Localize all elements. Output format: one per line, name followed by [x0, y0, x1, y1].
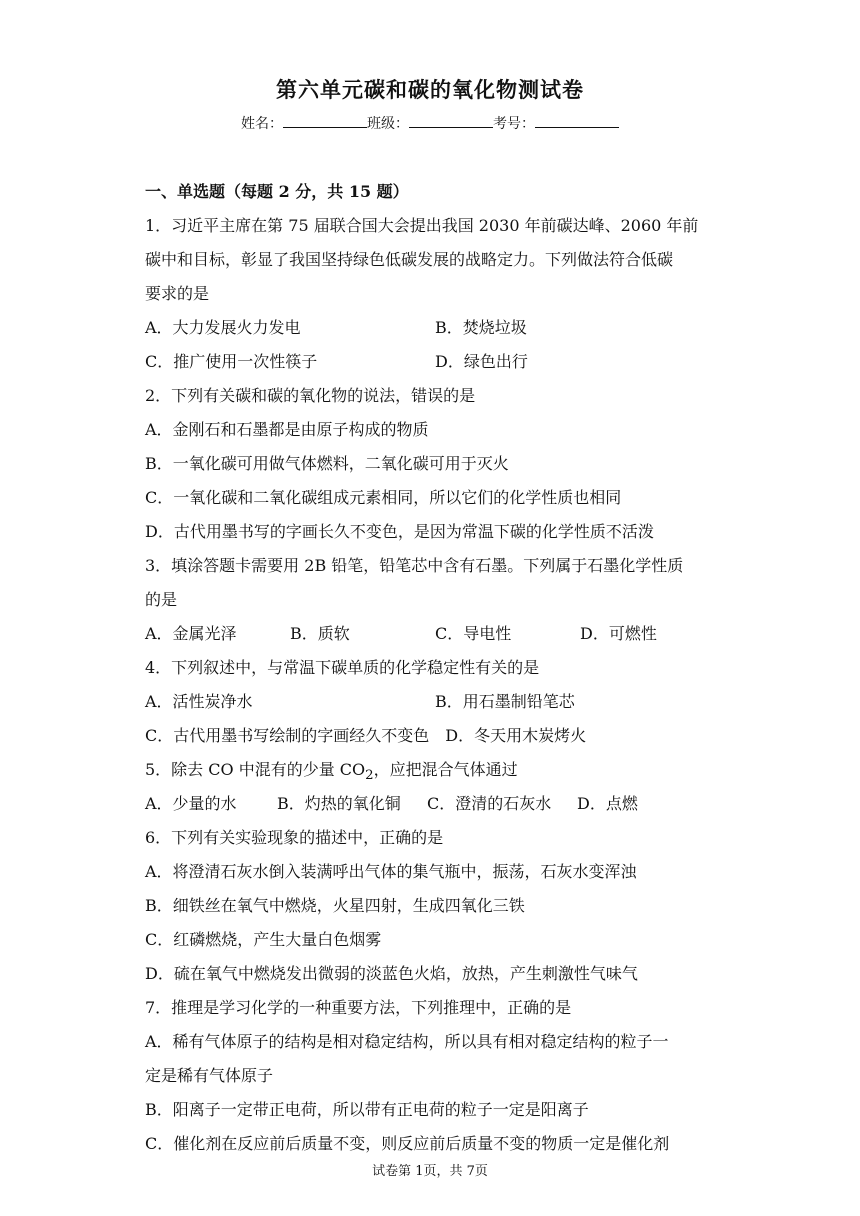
- q1-stem-line-2: 碳中和目标，彰显了我国坚持绿色低碳发展的战略定力。下列做法符合低碳: [145, 250, 674, 269]
- name-label: 姓名：: [241, 116, 283, 132]
- q4-option-c[interactable]: C．古代用墨书写绘制的字画经久不变色: [145, 726, 430, 745]
- q3-options-row: [145, 617, 725, 651]
- q7-option-a-line-2[interactable]: 定是稀有气体原子: [145, 1066, 274, 1085]
- q4-options-row-1: [145, 685, 725, 719]
- q3-option-c[interactable]: C．导电性: [435, 624, 512, 643]
- name-blank[interactable]: [283, 115, 367, 128]
- q4-option-a[interactable]: A．活性炭净水: [145, 692, 253, 711]
- q6-option-a[interactable]: A．将澄清石灰水倒入装满呼出气体的集气瓶中，振荡，石灰水变浑浊: [145, 862, 637, 881]
- q3-option-d[interactable]: D．可燃性: [580, 624, 657, 643]
- q5-stem-subscript: 2: [365, 768, 374, 784]
- q6-option-b[interactable]: B．细铁丝在氧气中燃烧，火星四射，生成四氧化三铁: [145, 896, 525, 915]
- q1-option-b[interactable]: B．焚烧垃圾: [435, 318, 527, 337]
- q1-option-d[interactable]: D．绿色出行: [435, 352, 528, 371]
- page-footer: 试卷第 1页，共 7页: [372, 1164, 488, 1179]
- class-blank[interactable]: [409, 115, 493, 128]
- exam-no-blank[interactable]: [535, 115, 619, 128]
- q2-option-a[interactable]: A．金刚石和石墨都是由原子构成的物质: [145, 420, 429, 439]
- q7-option-a-line-1[interactable]: A．稀有气体原子的结构是相对稳定结构，所以具有相对稳定结构的粒子一: [145, 1032, 669, 1051]
- q3-option-a[interactable]: A．金属光泽: [145, 624, 237, 643]
- q4-stem: 4．下列叙述中，与常温下碳单质的化学稳定性有关的是: [145, 658, 540, 677]
- section-heading: 一、单选题（每题 2 分，共 15 题）: [145, 182, 409, 201]
- q6-option-c[interactable]: C．红磷燃烧，产生大量白色烟雾: [145, 930, 382, 949]
- class-label: 班级：: [367, 116, 409, 132]
- q6-stem: 6．下列有关实验现象的描述中，正确的是: [145, 828, 444, 847]
- q1-options-row-1: [145, 311, 725, 345]
- student-info-line: [0, 113, 860, 133]
- q2-option-b[interactable]: B．一氧化碳可用做气体燃料，二氧化碳可用于灭火: [145, 454, 509, 473]
- q3-stem-line-1: 3．填涂答题卡需要用 2B 铅笔，铅笔芯中含有石墨。下列属于石墨化学性质: [145, 556, 684, 575]
- q1-stem-line-3: 要求的是: [145, 284, 210, 303]
- q5-option-c[interactable]: C．澄清的石灰水: [427, 794, 552, 813]
- q2-option-d[interactable]: D．古代用墨书写的字画长久不变色，是因为常温下碳的化学性质不活泼: [145, 522, 654, 541]
- q5-option-a[interactable]: A．少量的水: [145, 794, 237, 813]
- q3-stem-line-2: 的是: [145, 590, 178, 609]
- questions-body: [145, 175, 725, 1161]
- q1-stem-line-1: 1．习近平主席在第 75 届联合国大会提出我国 2030 年前碳达峰、2060 年前: [145, 216, 699, 235]
- q4-option-d[interactable]: D．冬天用木炭烤火: [445, 726, 587, 745]
- q1-option-c[interactable]: C．推广使用一次性筷子: [145, 352, 318, 371]
- q1-options-row-2: [145, 345, 725, 379]
- q4-options-row-2: [145, 719, 725, 753]
- q7-option-c[interactable]: C．催化剂在反应前后质量不变，则反应前后质量不变的物质一定是催化剂: [145, 1134, 670, 1153]
- exam-no-label: 考号：: [493, 116, 535, 132]
- q7-stem: 7．推理是学习化学的一种重要方法，下列推理中，正确的是: [145, 998, 572, 1017]
- q2-stem: 2．下列有关碳和碳的氧化物的说法，错误的是: [145, 386, 476, 405]
- q3-option-b[interactable]: B．质软: [290, 624, 350, 643]
- q5-option-b[interactable]: B．灼热的氧化铜: [277, 794, 401, 813]
- q2-option-c[interactable]: C．一氧化碳和二氧化碳组成元素相同，所以它们的化学性质也相同: [145, 488, 622, 507]
- q7-option-b[interactable]: B．阳离子一定带正电荷，所以带有正电荷的粒子一定是阳离子: [145, 1100, 589, 1119]
- q4-option-b[interactable]: B．用石墨制铅笔芯: [435, 692, 575, 711]
- q5-stem: [145, 753, 725, 787]
- q5-options-row: [145, 787, 725, 821]
- q1-option-a[interactable]: A．大力发展火力发电: [145, 318, 301, 337]
- page-title: 第六单元碳和碳的氧化物测试卷: [276, 77, 584, 102]
- q5-stem-part-2: ，应把混合气体通过: [373, 760, 518, 779]
- q6-option-d[interactable]: D．硫在氧气中燃烧发出微弱的淡蓝色火焰，放热，产生刺激性气味气: [145, 964, 638, 983]
- q5-option-d[interactable]: D．点燃: [577, 794, 638, 813]
- q5-stem-part-1: 5．除去 CO 中混有的少量 CO: [145, 760, 366, 779]
